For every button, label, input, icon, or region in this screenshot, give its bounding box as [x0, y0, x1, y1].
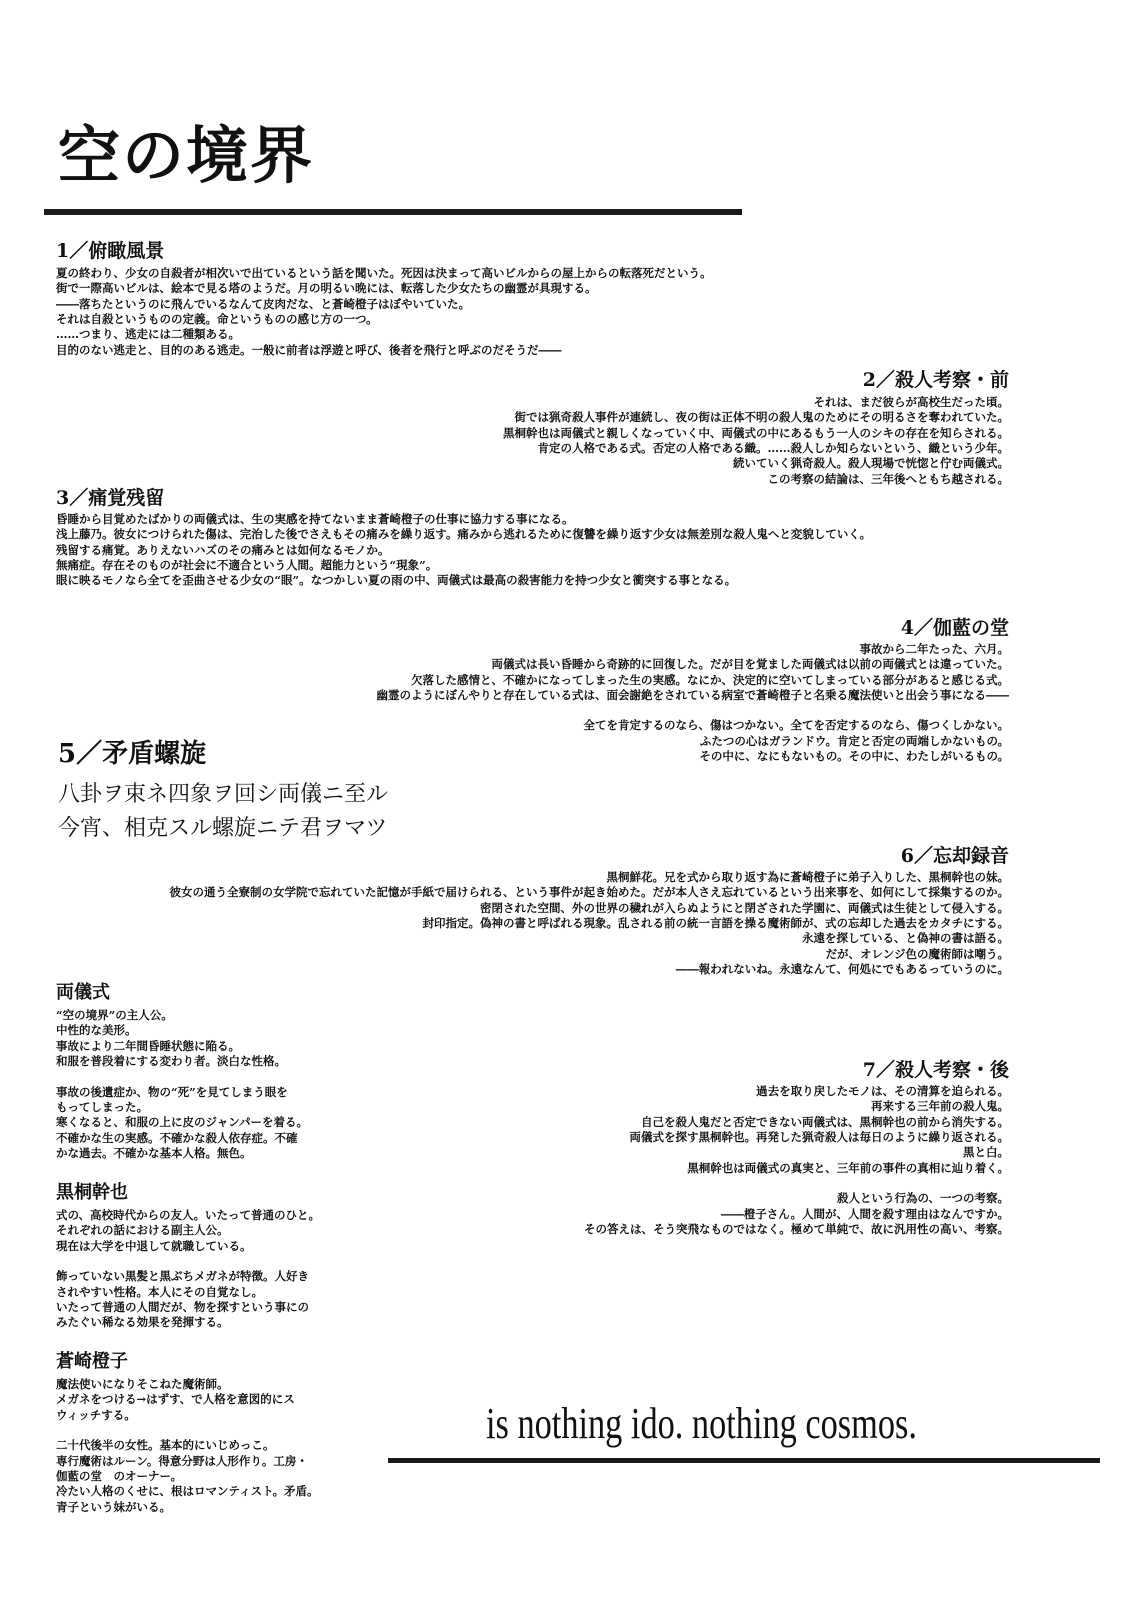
text-line: 飾っていない黒髪と黒ぶちメガネが特徴。人好き: [56, 1269, 309, 1284]
text-line: 街では猟奇殺人事件が連続し、夜の街は正体不明の殺人鬼のためにその明るさを奪われていた。: [514, 410, 1009, 425]
text-line: 両儀式は長い昏睡から奇跡的に回復した。だが目を覚ました両儀式は以前の両儀式とは違っていた。: [491, 657, 1009, 672]
section-6: [170, 845, 1010, 978]
text-line: かな過去。不確かな基本人格。無色。: [56, 1146, 252, 1161]
poem-line: 八卦ヲ束ネ四象ヲ回シ両儀ニ至ル: [58, 782, 389, 807]
text-line: 現在は大学を中退して就職している。: [56, 1238, 252, 1253]
text-line: 二十代後半の女性。基本的にいじめっこ。: [56, 1438, 275, 1453]
text-line: 黒桐鮮花。兄を式から取り返す為に蒼崎橙子に弟子入りした、黒桐幹也の妹。: [606, 869, 1009, 884]
text-line: 欠落した感情と、不確かになってしまった生の実感。なにか、決定的に空いてしまっている部分があると感じる式。: [411, 672, 1009, 687]
text-line: 夏の終わり、少女の自殺者が相次いで出ているという話を聞いた。死因は決まって高いビルからの屋上からの転落死だという。: [56, 265, 712, 280]
text-line: 伽藍の堂 のオーナー。: [56, 1469, 183, 1484]
section-heading: 7／殺人考察・後: [862, 1059, 1009, 1081]
text-line: それは自殺というものの定義。命というものの感じ方の一つ。: [56, 312, 378, 327]
text-line: 自己を殺人鬼だと否定できない両儀式は、黒桐幹也の前から消失する。: [641, 1114, 1009, 1129]
text-line: 無痛症。存在そのものが社会に不適合という人間。超能力という“現象”。: [56, 558, 438, 573]
text-line: ――落ちたというのに飛んでいるなんて皮肉だな、と蒼崎橙子はぼやいていた。: [56, 296, 470, 311]
character-touko: [56, 1347, 319, 1515]
text-line: 中性的な美形。: [56, 1023, 137, 1038]
tagline: is nothing ido. nothing cosmos.: [486, 1399, 917, 1448]
text-line: 残留する痛覚。ありえないハズのその痛みとは如何なるモノか。: [56, 542, 390, 557]
text-line: 不確かな生の実感。不確かな殺人依存症。不確: [56, 1130, 298, 1145]
section-heading: 4／伽藍の堂: [900, 617, 1009, 639]
text-line: “空の境界”の主人公。: [56, 1008, 173, 1022]
section-heading: 3／痛覚残留: [56, 487, 165, 509]
text-line: 専行魔術はルーン。得意分野は人形作り。工房・: [56, 1453, 308, 1468]
text-line: 事故により二年間昏睡状態に陥る。: [56, 1038, 240, 1053]
text-line: 昏睡から目覚めたばかりの両儀式は、生の実感を持てないまま蒼崎橙子の仕事に協力する事になる。: [56, 511, 574, 526]
text-line: されやすい性格。本人にその自覚なし。: [56, 1284, 263, 1299]
text-line: 青子という妹がいる。: [56, 1499, 171, 1514]
text-line: いたって普通の人間だが、物を探すという事にの: [56, 1300, 309, 1315]
text-line: 式の、高校時代からの友人。いたって普通のひと。: [56, 1208, 321, 1222]
text-line: 全てを肯定するのなら、傷はつかない。全てを否定するのなら、傷つくしかない。: [583, 718, 1009, 733]
section-1: [56, 240, 712, 358]
section-heading: 1／俯瞰風景: [56, 240, 165, 262]
text-line: ウィッチする。: [56, 1407, 136, 1422]
section-3: [56, 487, 871, 589]
text-line: 眼に映るモノなら全てを歪曲させる少女の“眼”。なつかしい夏の雨の中、両儀式は最高の殺害能力を持つ少女と衝突する事となる。: [56, 573, 737, 588]
text-line: だが、オレンジ色の魔術師は嘲う。: [825, 946, 1009, 961]
text-line: 過去を取り戻したモノは、その清算を迫られる。: [756, 1083, 1009, 1098]
text-line: 殺人という行為の、一つの考察。: [836, 1191, 1009, 1206]
text-line: 和服を普段着にする変わり者。淡白な性格。: [56, 1054, 286, 1069]
text-line: 事故の後遺症か、物の“死”を見てしまう眼を: [56, 1084, 288, 1099]
section-heading: 5／矛盾螺旋: [58, 739, 207, 769]
text-line: 事故から二年たった、六月。: [859, 641, 1009, 656]
text-line: 両儀式を探す黒桐幹也。再発した猟奇殺人は毎日のように繰り返される。: [629, 1130, 1009, 1145]
text-line: ――橙子さん。人間が、人間を殺す理由はなんですか。: [720, 1206, 1009, 1221]
section-7: [584, 1059, 1009, 1237]
text-line: 寒くなると、和服の上に皮のジャンパーを着る。: [56, 1115, 308, 1130]
poem-line: 今宵、相克スル螺旋ニテ君ヲマツ: [58, 816, 388, 841]
text-line: 黒桐幹也は両儀式の真実と、三年前の事件の真相に辿り着く。: [687, 1160, 1009, 1175]
character-name: 黒桐幹也: [56, 1182, 128, 1203]
text-line: 彼女の通う全寮制の女学院で忘れていた記憶が手紙で届けられる、という事件が起き始めた。だが本人さえ忘れているという出来事を、如何にして採集するのか。: [169, 885, 1009, 900]
bottom-rule: [388, 1458, 1100, 1463]
text-line: 幽霊のようにぼんやりと存在している式は、面会謝絶をされている病室で蒼崎橙子と名乗る魔法使いと出会う事になる――: [376, 688, 1009, 703]
text-line: ふたつの心はガランドウ。肯定と否定の両端しかないもの。: [699, 733, 1009, 748]
text-line: 魔法使いになりそこねた魔術師。: [56, 1377, 229, 1391]
text-line: 肯定の人格である式。否定の人格である織。……殺人しか知らないという、織という少年。: [537, 441, 1009, 456]
text-line: 浅上藤乃。彼女につけられた傷は、完治した後でさえもその痛みを繰り返す。痛みから逃れるために復讐を繰り返す少女は無差別な殺人鬼へと変貌していく。: [56, 527, 872, 542]
text-line: それは、まだ彼らが高校生だった頃。: [813, 394, 1009, 409]
page-title: 空の境界: [58, 119, 315, 192]
section-heading: 6／忘却録音: [900, 845, 1009, 867]
text-line: その中に、なにもないもの。その中に、わたしがいるもの。: [699, 749, 1009, 764]
character-name: 蒼崎橙子: [56, 1351, 128, 1372]
text-line: 黒桐幹也は両儀式と親しくなっていく中、両儀式の中にあるもう一人のシキの存在を知らされる。: [503, 425, 1009, 440]
text-line: 封印指定。偽神の書と呼ばれる現象。乱される前の統一言語を操る魔術師が、式の忘却した過去をカタチにする。: [422, 916, 1009, 931]
text-line: みたぐい稀なる効果を発揮する。: [56, 1315, 229, 1330]
text-line: 目的のない逃走と、目的のある逃走。一般に前者は浮遊と呼び、後者を飛行と呼ぶのだそうだ――: [56, 342, 562, 357]
text-line: 密閉された空間、外の世界の穢れが入らぬようにと閉ざされた学園に、両儀式は生徒として侵入する。: [480, 900, 1009, 915]
text-line: 永遠を探している、と偽神の書は語る。: [802, 931, 1009, 946]
text-line: その答えは、そう突飛なものではなく。極めて単純で、故に汎用性の高い、考察。: [583, 1222, 1009, 1237]
text-line: この考察の結論は、三年後へともち越される。: [767, 471, 1009, 486]
section-2: [503, 369, 1009, 487]
text-line: 街で一際高いビルは、絵本で見る塔のようだ。月の明るい晩には、転落した少女たちの幽霊が具現する。: [56, 281, 597, 296]
section-heading: 2／殺人考察・前: [862, 369, 1009, 391]
section-5: [58, 733, 388, 846]
text-line: ――報われないね。永遠なんて、何処にでもあるっていうのに。: [675, 962, 1009, 977]
text-line: それぞれの話における副主人公。: [56, 1223, 229, 1238]
text-line: 黒と白。: [963, 1145, 1009, 1160]
title-rule: [44, 209, 742, 215]
text-line: 再来する三年前の殺人鬼。: [871, 1099, 1009, 1114]
section-4: [377, 617, 1010, 765]
text-line: 続いていく猟奇殺人。殺人現場で恍惚と佇む両儀式。: [733, 456, 1009, 471]
text-line: 冷たい人格のくせに、根はロマンティスト。矛盾。: [56, 1484, 319, 1499]
text-line: もってしまった。: [56, 1100, 148, 1115]
character-name: 両儀式: [56, 982, 110, 1003]
character-shiki: [56, 978, 308, 1162]
text-line: ……つまり、逃走には二種類ある。: [56, 327, 240, 342]
text-line: メガネをつける→はずす、で人格を意図的にス: [56, 1392, 295, 1407]
character-mikiya: [56, 1178, 320, 1331]
